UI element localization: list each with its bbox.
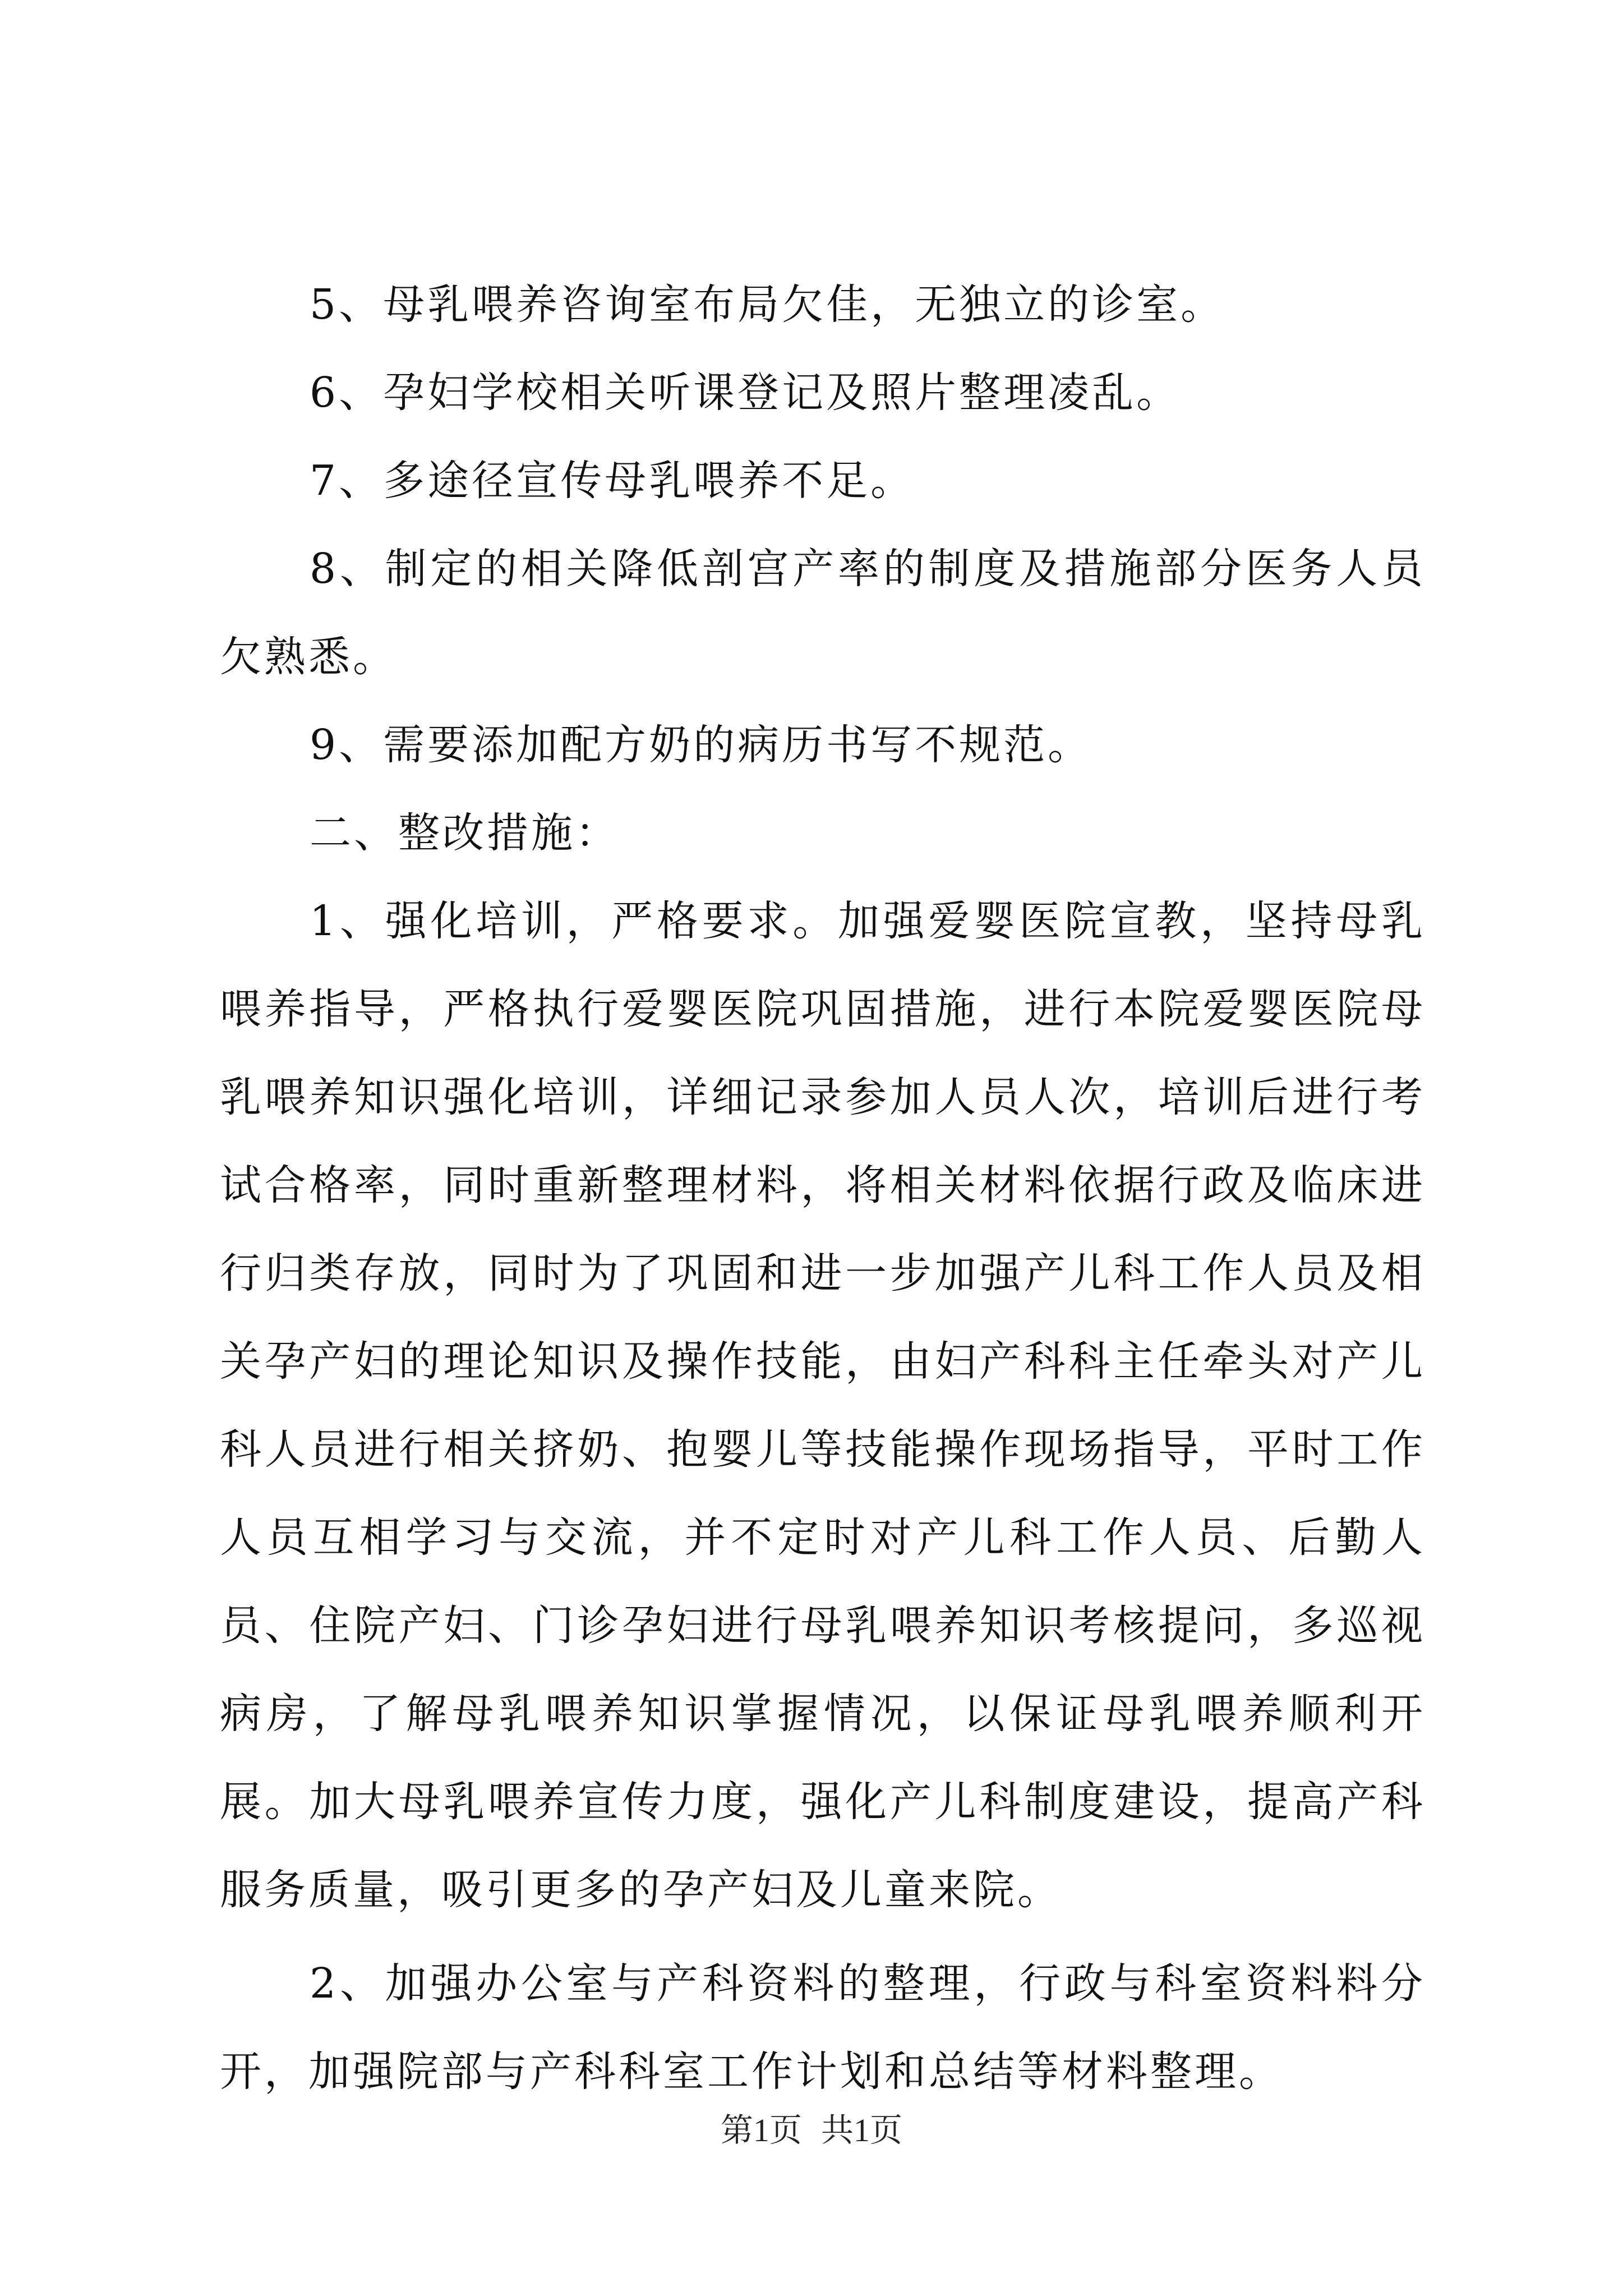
paragraph-item-8: 8、制定的相关降低剖宫产率的制度及措施部分医务人员欠熟悉。: [220, 545, 1426, 681]
page-number-current: 第1页: [720, 2112, 802, 2148]
document-body: [220, 261, 1426, 2116]
measure-paragraph-1: 1、强化培训，严格要求。加强爱婴医院宣教，坚持母乳喂养指导，严格执行爱婴医院巩固措施，进行本院爱婴医院母乳喂养知识强化培训，详细记录参加人员人次，培训后进行考试合格率，同时重新整理材料，将相关材料依据行政及临床进行归类存放，同时为了巩固和进一步加强产儿科工作人员及相关孕产妇的理论知识及操作技能，由妇产科科主任牵头对产儿科人员进行相关挤奶、抱婴儿等技能操作现场指导，平时工作人员互相学习与交流，并不定时对产儿科工作人员、后勤人员、住院产妇、门诊孕妇进行母乳喂养知识考核提问，多巡视病房，了解母乳喂养知识掌握情况，以保证母乳喂养顺利开展。加大母乳喂养宣传力度，强化产儿科制度建设，提高产科服务质量，吸引更多的孕产妇及儿童来院。: [220, 897, 1426, 1914]
section-heading: 二、整改措施：: [310, 809, 620, 857]
page-number-total: 共1页: [821, 2112, 903, 2148]
paragraph-item-9: 9、需要添加配方奶的病历书写不规范。: [310, 721, 1092, 769]
page-footer: [0, 2108, 1623, 2153]
paragraph-item-7: 7、多途径宣传母乳喂养不足。: [310, 457, 915, 505]
measure-paragraph-2: 2、加强办公室与产科资料的整理，行政与科室资料料分开，加强院部与产科科室工作计划和总结等材料整理。: [220, 1959, 1426, 2096]
paragraph-item-5: 5、母乳喂养咨询室布局欠佳，无独立的诊室。: [310, 280, 1225, 329]
paragraph-item-6: 6、孕妇学校相关听课登记及照片整理凌乱。: [310, 369, 1181, 417]
